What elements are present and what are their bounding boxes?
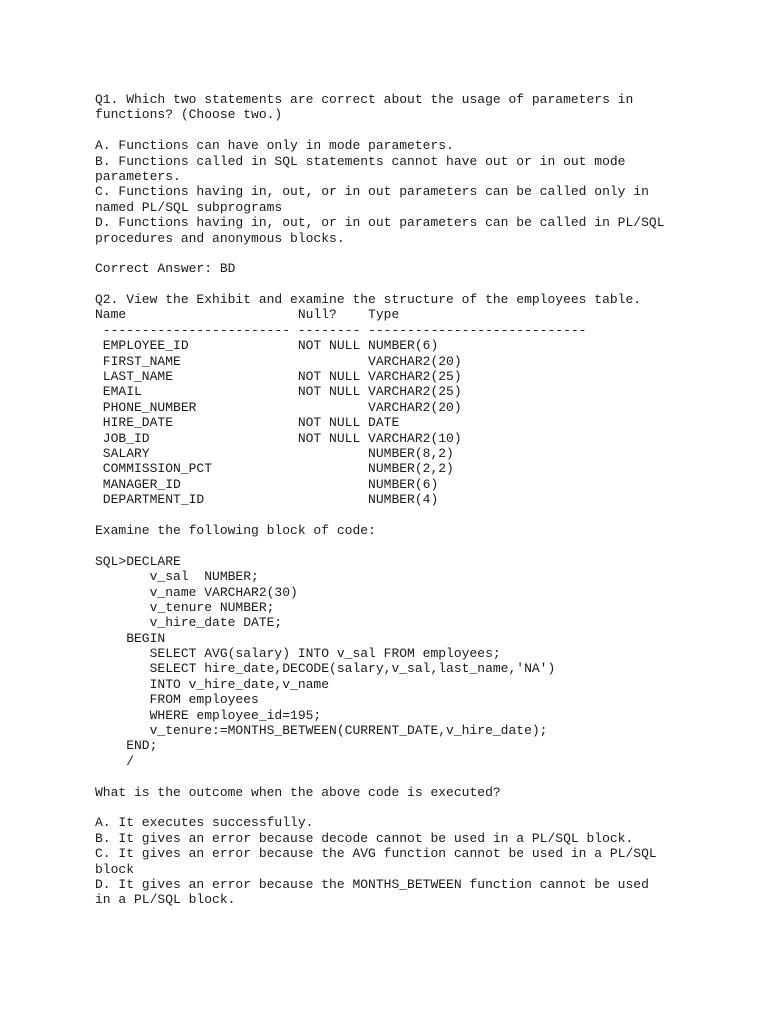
- q1-correct-answer: Correct Answer: BD: [95, 261, 236, 277]
- q2-intro: Q2. View the Exhibit and examine the structure of the employees table.: [95, 292, 642, 308]
- q2-option-line: A. It executes successfully.: [95, 815, 314, 831]
- code-line: /: [95, 753, 135, 769]
- table-row: SALARY NUMBER(8,2): [95, 445, 454, 461]
- code-line: SELECT hire_date,DECODE(salary,v_sal,last_name,'NA'): [95, 661, 556, 677]
- q1-option-line: B. Functions called in SQL statements cannot have out or in out mode: [95, 153, 626, 169]
- q1-option-line: named PL/SQL subprograms: [95, 199, 283, 215]
- q1-question-line: Q1. Which two statements are correct about the usage of parameters in: [95, 92, 634, 107]
- table-row: COMMISSION_PCT NUMBER(2,2): [95, 461, 454, 477]
- table-row: PHONE_NUMBER VARCHAR2(20): [95, 399, 462, 415]
- code-line: INTO v_hire_date,v_name: [95, 676, 330, 692]
- code-line: SQL>DECLARE: [95, 553, 181, 569]
- blank-line: [95, 769, 695, 784]
- code-line: v_hire_date DATE;: [95, 615, 283, 631]
- table-row: FIRST_NAME VARCHAR2(20): [95, 353, 462, 369]
- code-line: v_tenure:=MONTHS_BETWEEN(CURRENT_DATE,v_hire_date);: [95, 723, 548, 739]
- code-line: v_sal NUMBER;: [95, 569, 259, 585]
- code-line: BEGIN: [95, 630, 166, 646]
- blank-line: [95, 508, 695, 523]
- q2-option-line: block: [95, 861, 135, 877]
- q1-option-line: D. Functions having in, out, or in out parameters can be called in PL/SQL: [95, 215, 665, 231]
- blank-line: [95, 246, 695, 261]
- code-line: v_tenure NUMBER;: [95, 599, 275, 615]
- code-line: WHERE employee_id=195;: [95, 707, 322, 723]
- table-row: EMAIL NOT NULL VARCHAR2(25): [95, 384, 462, 400]
- code-block: [95, 554, 695, 769]
- q1-option-line: A. Functions can have only in mode parameters.: [95, 138, 454, 154]
- examine-text: Examine the following block of code:: [95, 522, 376, 538]
- code-line: FROM employees: [95, 692, 259, 708]
- table-rule: ------------------------ -------- ----------------------------: [95, 322, 587, 338]
- q1-block: [95, 92, 695, 292]
- table-row: EMPLOYEE_ID NOT NULL NUMBER(6): [95, 338, 439, 354]
- q2-option-line: in a PL/SQL block.: [95, 892, 236, 908]
- q2-question: What is the outcome when the above code is executed?: [95, 784, 501, 800]
- blank-line: [95, 277, 695, 292]
- q2-option-line: D. It gives an error because the MONTHS_BETWEEN function cannot be used: [95, 876, 649, 892]
- q2-option-line: B. It gives an error because decode cannot be used in a PL/SQL block.: [95, 830, 634, 846]
- q2-option-line: C. It gives an error because the AVG function cannot be used in a PL/SQL: [95, 846, 657, 862]
- q1-option-line: C. Functions having in, out, or in out parameters can be called only in: [95, 184, 649, 200]
- employees-table-structure: [95, 307, 695, 507]
- q1-question-line: functions? (Choose two.): [95, 107, 283, 123]
- table-row: LAST_NAME NOT NULL VARCHAR2(25): [95, 369, 462, 385]
- q1-option-line: procedures and anonymous blocks.: [95, 230, 345, 246]
- blank-line: [95, 123, 695, 138]
- table-row: JOB_ID NOT NULL VARCHAR2(10): [95, 430, 462, 446]
- code-line: v_name VARCHAR2(30): [95, 584, 298, 600]
- blank-line: [95, 800, 695, 815]
- table-row: MANAGER_ID NUMBER(6): [95, 476, 439, 492]
- code-line: SELECT AVG(salary) INTO v_sal FROM employees;: [95, 646, 501, 662]
- table-row: DEPARTMENT_ID NUMBER(4): [95, 492, 439, 508]
- table-header: Name Null? Type: [95, 307, 400, 323]
- q1-option-line: parameters.: [95, 168, 181, 184]
- document-page: [95, 92, 695, 908]
- table-row: HIRE_DATE NOT NULL DATE: [95, 415, 400, 431]
- q2-block: [95, 292, 695, 908]
- blank-line: [95, 538, 695, 553]
- code-line: END;: [95, 738, 158, 754]
